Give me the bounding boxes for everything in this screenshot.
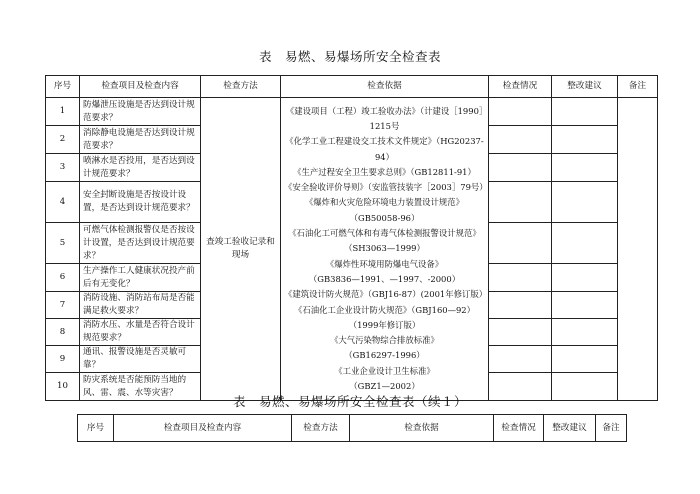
header-remark: 备注 bbox=[618, 76, 658, 98]
basis-line: 《石油化工企业设计防火规范》（GBJ160—92）（1999年修订版） bbox=[293, 304, 476, 330]
check-item: 安全封断设施是否按设计设置，是否达到设计规范要求？ bbox=[80, 182, 201, 223]
basis-line: 《建设项目（工程）竣工验收办法》（计建设［1990］1215号 bbox=[285, 105, 484, 131]
basis-line: （GB16297-1996） bbox=[344, 350, 425, 361]
basis-line: 《大气污染物综合排放标准》 bbox=[330, 335, 439, 346]
row-number: 2 bbox=[46, 126, 80, 154]
check-item: 防爆泄压设施是否达到设计规范要求？ bbox=[80, 98, 201, 126]
header-remark: 备注 bbox=[596, 415, 627, 442]
basis-line: 《生产过程安全卫生要求总则》（GB12811-91） bbox=[293, 166, 476, 177]
check-method: 查竣工验收记录和现场 bbox=[201, 98, 281, 401]
check-item: 生产操作工人健康状况投产前后有无变化？ bbox=[80, 264, 201, 292]
basis-line: （SH3063—1999） bbox=[344, 243, 425, 254]
row-number: 10 bbox=[46, 373, 80, 401]
check-item: 消防设施、消防站布局是否能满足救火要求？ bbox=[80, 292, 201, 319]
table-row bbox=[46, 98, 658, 126]
status-cell bbox=[489, 319, 552, 346]
table-title: 表 易燃、易爆场所安全检查表 bbox=[258, 49, 441, 64]
check-item: 消除静电设施是否达到设计规范要求？ bbox=[80, 126, 201, 154]
row-number: 8 bbox=[46, 319, 80, 346]
check-item: 消防水压、水量是否符合设计规范要求？ bbox=[80, 319, 201, 346]
row-number: 6 bbox=[46, 264, 80, 292]
safety-check-table-continued bbox=[77, 414, 627, 442]
header-status: 检查情况 bbox=[494, 415, 544, 442]
suggestion-cell bbox=[552, 264, 618, 292]
row-number: 7 bbox=[46, 292, 80, 319]
check-item: 通讯、报警设施是否灵敏可靠？ bbox=[80, 346, 201, 373]
suggestion-cell bbox=[552, 126, 618, 154]
basis-line: 《安全验收评价导则》（安监管技装字［2003］79号） bbox=[284, 182, 488, 193]
basis-line: 《化学工业工程建设交工技术文件规定》（HG20237-94） bbox=[285, 136, 484, 162]
basis-line: 《工业企业设计卫生标准》 bbox=[334, 365, 435, 376]
header-method: 检查方法 bbox=[201, 76, 281, 98]
row-number: 3 bbox=[46, 154, 80, 182]
header-status: 检查情况 bbox=[489, 76, 552, 98]
basis-line: 《石油化工可燃气体和有毒气体检测报警设计规范》 bbox=[288, 228, 481, 239]
status-cell bbox=[489, 154, 552, 182]
suggestion-cell bbox=[552, 292, 618, 319]
remark-cell bbox=[618, 98, 658, 401]
row-number: 9 bbox=[46, 346, 80, 373]
status-cell bbox=[489, 223, 552, 264]
basis-line: （GBZ1—2002） bbox=[349, 381, 420, 392]
suggestion-cell bbox=[552, 182, 618, 223]
check-item: 喷淋水是否投用，是否达到设计规范要求？ bbox=[80, 154, 201, 182]
suggestion-cell bbox=[552, 154, 618, 182]
header-suggestion: 整改建议 bbox=[544, 415, 596, 442]
status-cell bbox=[489, 264, 552, 292]
check-item: 防灾系统是否能预防当地的风、雷、震、水等灾害？ bbox=[80, 373, 201, 401]
safety-check-table bbox=[45, 75, 658, 401]
row-number: 4 bbox=[46, 182, 80, 223]
status-cell bbox=[489, 126, 552, 154]
basis-line: 《建筑设计防火规范》（GBJ16-87）(2001年修订版） bbox=[284, 289, 488, 300]
suggestion-cell bbox=[552, 223, 618, 264]
status-cell bbox=[489, 182, 552, 223]
check-basis bbox=[281, 98, 489, 401]
suggestion-cell bbox=[552, 346, 618, 373]
status-cell bbox=[489, 346, 552, 373]
basis-line: 《爆炸性环境用防爆电气设备》 bbox=[325, 258, 444, 269]
header-suggestion: 整改建议 bbox=[552, 76, 618, 98]
status-cell bbox=[489, 98, 552, 126]
header-item: 检查项目及检查内容 bbox=[80, 76, 201, 98]
header-basis: 检查依据 bbox=[281, 76, 489, 98]
row-number: 1 bbox=[46, 98, 80, 126]
check-item: 可燃气体检测报警仪是否按设计设置，是否达到设计规范要求？ bbox=[80, 223, 201, 264]
status-cell bbox=[489, 292, 552, 319]
row-number: 5 bbox=[46, 223, 80, 264]
header-basis: 检查依据 bbox=[350, 415, 494, 442]
basis-line: （GB3836—1991、—1997、-2000） bbox=[308, 273, 461, 284]
header-no: 序号 bbox=[78, 415, 114, 442]
basis-line: 《爆炸和火灾危险环境电力装置设计规范》（GB50058-96） bbox=[304, 197, 465, 223]
header-item: 检查项目及检查内容 bbox=[114, 415, 292, 442]
suggestion-cell bbox=[552, 98, 618, 126]
header-no: 序号 bbox=[46, 76, 80, 98]
header-method: 检查方法 bbox=[292, 415, 350, 442]
suggestion-cell bbox=[552, 319, 618, 346]
table-title-continued: 表 易燃、易爆场所安全检查表（续１） bbox=[232, 394, 467, 409]
